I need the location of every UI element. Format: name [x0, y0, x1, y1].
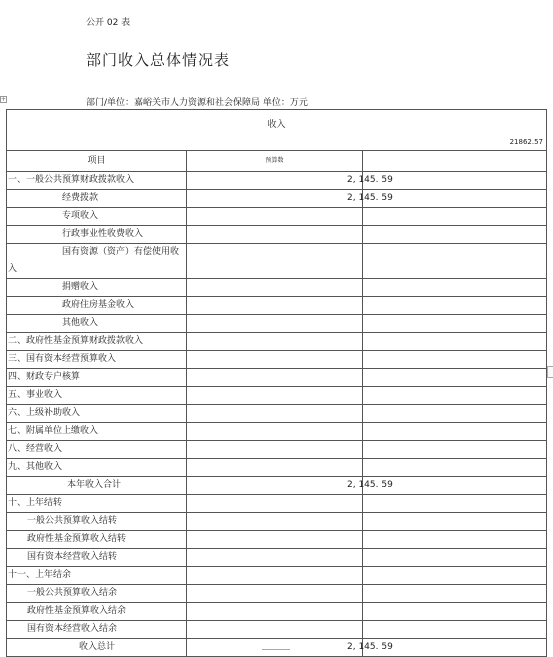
- row-empty-cell: [363, 226, 547, 244]
- table-row: [7, 639, 547, 657]
- row-label: 十一、上年结余: [7, 567, 187, 585]
- row-empty-cell: [363, 459, 547, 477]
- table-row: [7, 441, 547, 459]
- row-value: 2, 145. 59: [187, 172, 363, 190]
- table-header-row: [7, 151, 547, 172]
- row-value: [187, 297, 363, 315]
- row-value: 2, 145. 59: [187, 477, 363, 495]
- page-edge-marker: [547, 366, 553, 378]
- table-row: [7, 387, 547, 405]
- row-empty-cell: [363, 549, 547, 567]
- table-row: [7, 279, 547, 297]
- row-empty-cell: [363, 387, 547, 405]
- row-label: 其他收入: [7, 315, 187, 333]
- row-empty-cell: [363, 351, 547, 369]
- row-label: [7, 244, 187, 279]
- table-row: [7, 333, 547, 351]
- row-empty-cell: [363, 603, 547, 621]
- row-value: [187, 333, 363, 351]
- row-label: 专项收入: [7, 208, 187, 226]
- department-unit-line: 部门/单位：嘉峪关市人力资源和社会保障局 单位：万元: [86, 98, 308, 108]
- row-label: 收入总计: [7, 639, 187, 657]
- table-row: [7, 190, 547, 208]
- row-empty-cell: [363, 513, 547, 531]
- table-row: [7, 351, 547, 369]
- table-row: [7, 369, 547, 387]
- table-row: [7, 459, 547, 477]
- income-summary-table: [6, 109, 547, 657]
- row-value: [187, 226, 363, 244]
- row-label: 十、上年结转: [7, 495, 187, 513]
- row-empty-cell: [363, 315, 547, 333]
- row-empty-cell: [363, 441, 547, 459]
- row-value: [187, 603, 363, 621]
- column-header-item: 项目: [7, 151, 187, 172]
- row-label: 一、一般公共预算财政拨款收入: [7, 172, 187, 190]
- table-row: [7, 477, 547, 495]
- row-label: 国有资本经营收入结转: [7, 549, 187, 567]
- row-value: [187, 459, 363, 477]
- table-row: [7, 297, 547, 315]
- table-row: [7, 603, 547, 621]
- row-value: [187, 208, 363, 226]
- row-empty-cell: [363, 244, 547, 279]
- row-value: [187, 369, 363, 387]
- table-row: [7, 244, 547, 279]
- row-value: [187, 621, 363, 639]
- row-value: [187, 513, 363, 531]
- row-label: 五、事业收入: [7, 387, 187, 405]
- row-label: 经费拨款: [7, 190, 187, 208]
- table-row: [7, 226, 547, 244]
- row-empty-cell: [363, 333, 547, 351]
- table-row: [7, 405, 547, 423]
- table-row: [7, 531, 547, 549]
- row-value: 2, 145. 59: [187, 190, 363, 208]
- row-value: [187, 423, 363, 441]
- row-empty-cell: [363, 567, 547, 585]
- row-empty-cell: [363, 208, 547, 226]
- table-row: [7, 621, 547, 639]
- row-label-line1: 国有资源（资产）有偿使用收: [62, 247, 180, 257]
- row-value: 2, 145. 59: [187, 639, 363, 657]
- row-label: 政府住房基金收入: [7, 297, 187, 315]
- table-row: [7, 423, 547, 441]
- row-value: [187, 315, 363, 333]
- row-empty-cell: [363, 621, 547, 639]
- table-move-handle-icon[interactable]: +: [1, 96, 7, 103]
- row-label: 一般公共预算收入结转: [7, 513, 187, 531]
- table-row: [7, 315, 547, 333]
- table-row: [7, 495, 547, 513]
- row-label-line2: 入: [8, 264, 18, 274]
- row-value: [187, 585, 363, 603]
- row-label: 八、经营收入: [7, 441, 187, 459]
- row-value: [187, 531, 363, 549]
- row-empty-cell: [363, 531, 547, 549]
- row-value: [187, 567, 363, 585]
- table-row: [7, 549, 547, 567]
- row-empty-cell: [363, 423, 547, 441]
- row-value: [187, 495, 363, 513]
- row-label: 七、附属单位上缴收入: [7, 423, 187, 441]
- table-row: [7, 585, 547, 603]
- row-value: [187, 351, 363, 369]
- row-value: [187, 405, 363, 423]
- row-value: [187, 387, 363, 405]
- row-label: 三、国有资本经营预算收入: [7, 351, 187, 369]
- row-value: [187, 279, 363, 297]
- document-title: 部门收入总体情况表: [86, 51, 231, 69]
- row-empty-cell: [363, 279, 547, 297]
- row-label: 四、财政专户核算: [7, 369, 187, 387]
- row-label: 六、上级补助收入: [7, 405, 187, 423]
- form-code: 公开 02 表: [86, 18, 131, 28]
- income-header-block: [6, 109, 547, 150]
- column-header-budget: 预算数: [187, 151, 363, 172]
- row-value: [187, 549, 363, 567]
- row-empty-cell: [363, 495, 547, 513]
- column-header-empty: [363, 151, 547, 172]
- table-row: [7, 208, 547, 226]
- table-row: [7, 513, 547, 531]
- row-empty-cell: [363, 369, 547, 387]
- row-label: 本年收入合计: [7, 477, 187, 495]
- row-label: 政府性基金预算收入结余: [7, 603, 187, 621]
- table-row: [7, 567, 547, 585]
- row-value: [187, 244, 363, 279]
- row-label: 捐赠收入: [7, 279, 187, 297]
- row-label: 国有资本经营收入结余: [7, 621, 187, 639]
- income-header-label: 收入: [267, 120, 286, 130]
- row-label: 一般公共预算收入结余: [7, 585, 187, 603]
- row-empty-cell: [363, 585, 547, 603]
- income-header-total: 21862.57: [509, 138, 543, 146]
- row-empty-cell: [363, 405, 547, 423]
- row-label: 行政事业性收费收入: [7, 226, 187, 244]
- row-empty-cell: [363, 297, 547, 315]
- row-label: 政府性基金预算收入结转: [7, 531, 187, 549]
- table-row: [7, 172, 547, 190]
- row-value: [187, 441, 363, 459]
- row-label: 二、政府性基金预算财政拨款收入: [7, 333, 187, 351]
- row-label: 九、其他收入: [7, 459, 187, 477]
